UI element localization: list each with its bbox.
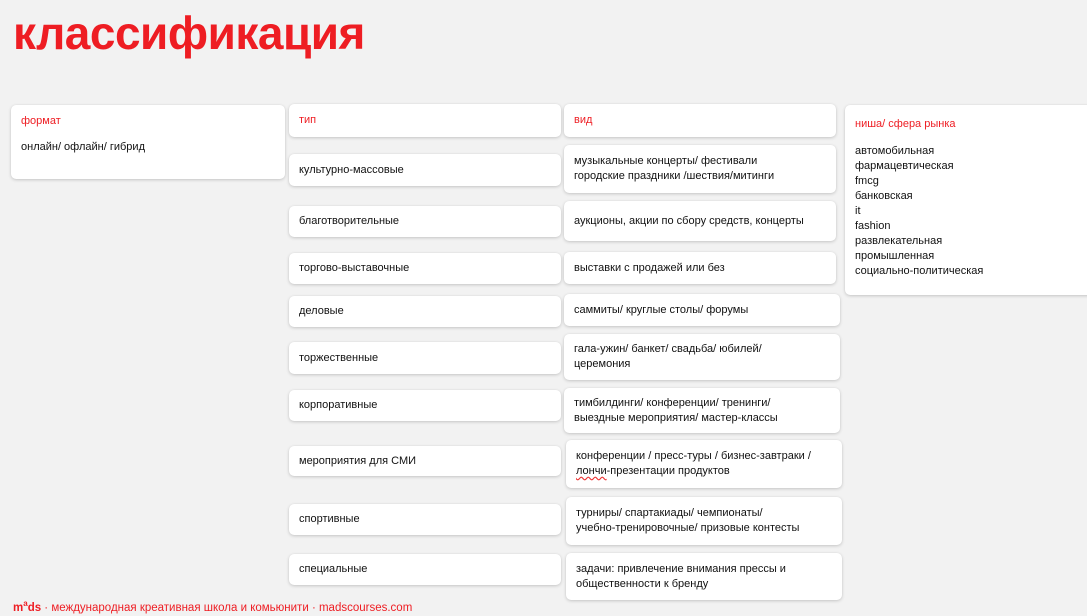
niche-item: автомобильная [855,145,935,157]
footer [13,599,412,614]
kind-card [564,145,836,193]
niche-item: фармацевтическая [855,160,954,172]
niche-item: it [855,205,861,217]
kind-header-card [564,104,836,137]
type-label: культурно-массовые [299,163,404,176]
kind-line: аукционы, акции по сбору средств, концерты [574,214,804,227]
mads-logo: $m^ads$ [13,599,42,614]
type-card [289,554,561,585]
kind-line-part: -презентации [606,465,679,477]
kind-line: общественности к бренду [576,577,709,590]
kind-line: конференции / пресс-туры / бизнес-завтраки / [576,450,811,462]
niche-item: промышленная [855,250,935,262]
type-label: благотворительные [299,215,400,227]
kind-line: задачи: привлечение внимания прессы и [576,562,786,575]
type-card [289,446,561,476]
kind-line: саммиты/ круглые столы/ форумы [574,303,749,316]
type-card [289,253,561,284]
type-label: корпоративные [299,399,378,411]
type-card [289,154,561,186]
type-card [289,342,561,374]
type-label: мероприятия для СМИ [299,454,417,467]
kind-card [564,201,836,241]
niche-header: ниша/ сфера рынка [855,118,956,130]
format-card [11,105,285,179]
type-label: торжественные [299,351,379,364]
type-label: деловые [299,305,344,317]
format-value: онлайн/ офлайн/ гибрид [21,141,145,153]
format-header: формат [21,115,61,127]
kind-line: выездные мероприятия/ мастер-классы [574,411,778,424]
niche-item: fashion [855,220,891,232]
page-title: классификация [13,7,365,59]
kind-line: турниры/ спартакиады/ чемпионаты/ [576,507,763,519]
kind-line: учебно-тренировочные/ призовые контесты [576,522,800,534]
niche-card [845,105,1087,295]
footer-text: · международная креативная школа и комьюнити · madscourses.com [41,601,413,614]
niche-item: социально-политическая [855,265,984,277]
kind-line: церемония [574,358,631,370]
niche-item: развлекательная [855,235,943,247]
kind-line: городские праздники /шествия/митинги [574,170,775,182]
type-label: торгово-выставочные [299,262,410,274]
kind-card [566,497,842,545]
niche-item: fmcg [855,175,879,187]
kind-card [564,334,840,380]
type-header: тип [299,114,317,126]
type-label: специальные [299,563,368,575]
kind-line [576,464,832,479]
niche-item: банковская [855,190,913,202]
spellcheck-underlined-word: лончи [576,465,607,477]
type-card [289,296,561,327]
kind-line-part: продуктов [678,465,730,477]
type-card [289,206,561,237]
kind-card [566,440,842,488]
kind-card [564,294,840,326]
kind-card [564,252,836,284]
kind-header: вид [574,114,593,126]
kind-line: выставки с продажей или без [574,261,725,274]
kind-line: музыкальные концерты/ фестивали [574,155,758,167]
type-label: спортивные [299,513,360,525]
kind-line: гала-ужин/ банкет/ свадьба/ юбилей/ [574,343,762,355]
niche-list [855,144,1085,279]
type-card [289,390,561,421]
type-card [289,504,561,535]
kind-card [566,553,842,600]
type-header-card [289,104,561,137]
kind-line: тимбилдинги/ конференции/ тренинги/ [574,396,771,409]
kind-card [564,388,840,433]
